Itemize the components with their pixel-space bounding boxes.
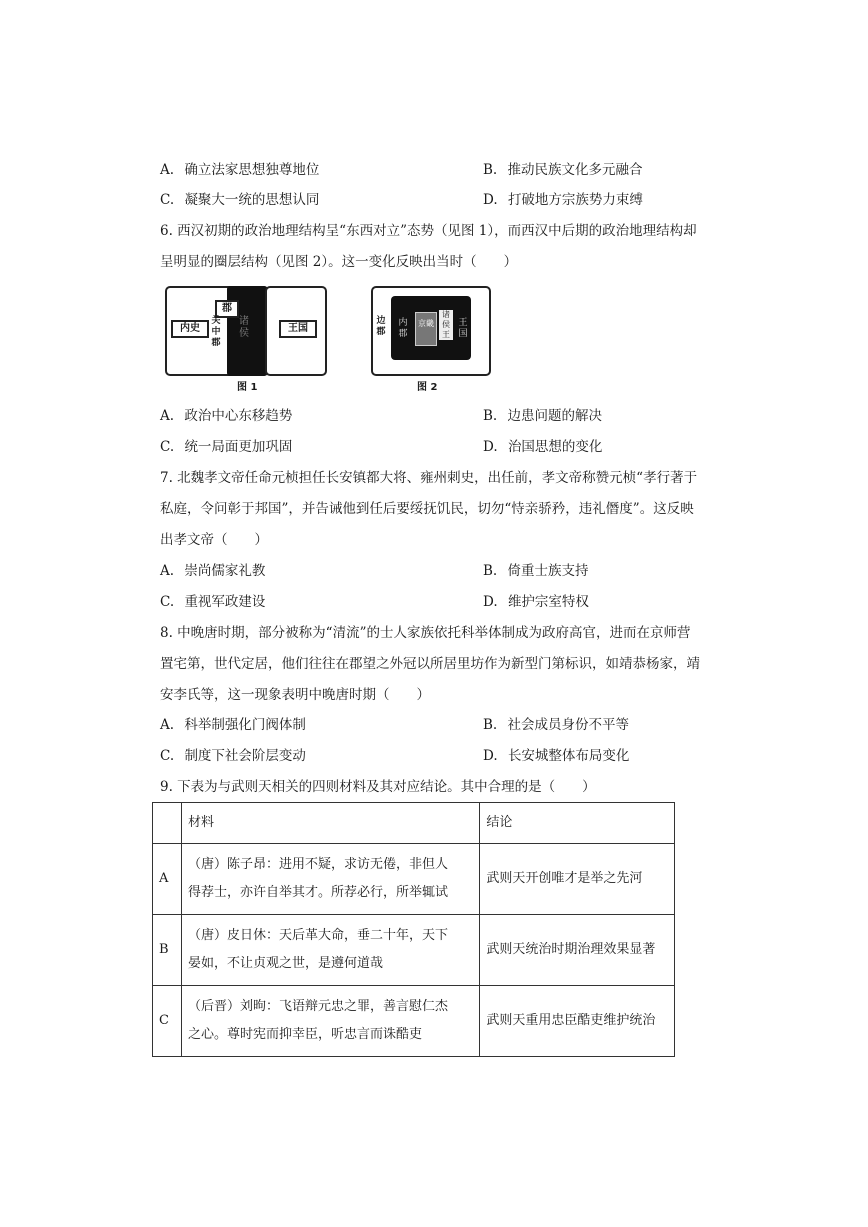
q5-option-b — [483, 160, 643, 180]
row-conclusion: 武则天统治时期治理效果显著 — [480, 915, 675, 986]
table-row — [153, 986, 675, 1057]
option-label: C. — [160, 594, 175, 610]
q8-option-c — [160, 746, 306, 766]
table-row — [153, 844, 675, 915]
table-header-cell — [153, 803, 182, 844]
q7-option-c — [160, 592, 265, 612]
table-header-row — [153, 803, 675, 844]
q8-stem-line: 8. 中晚唐时期，部分被称为“清流”的士人家族依托科举体制成为政府高官，进而在京师营 — [160, 625, 691, 641]
option-label: B. — [483, 162, 498, 178]
figure-2 — [371, 286, 491, 393]
figure2-bianjun-label: 边郡 — [376, 316, 386, 337]
option-text: 政治中心东移趋势 — [184, 408, 293, 424]
figure2-caption: 图 2 — [417, 382, 438, 393]
option-text: 社会成员身份不平等 — [507, 717, 630, 733]
table-header-material: 材料 — [181, 803, 479, 844]
q7-option-b — [483, 561, 589, 581]
option-label: B. — [483, 717, 498, 733]
option-text: 推动民族文化多元融合 — [507, 162, 643, 178]
q8-option-a — [160, 715, 306, 735]
option-text: 维护宗室特权 — [507, 594, 589, 610]
q8-stem-line: 置宅第，世代定居，他们往往在郡望之外冠以所居里坊作为新型门第标识，如靖恭杨家，靖 — [160, 656, 700, 672]
option-label: D. — [483, 748, 498, 764]
q6-option-a — [160, 406, 292, 426]
q5-option-c — [160, 190, 319, 210]
figure-1 — [165, 286, 327, 393]
material-line: （后晋）刘昫：飞语辩元忠之罪，善言慰仁杰 — [187, 999, 448, 1014]
q9-table — [152, 802, 675, 1057]
q9-stem: 9. 下表为与武则天相关的四则材料及其对应结论。其中合理的是（ ） — [160, 779, 596, 795]
option-label: D. — [483, 192, 498, 208]
table-header-conclusion: 结论 — [480, 803, 675, 844]
figure2-inner-right-label: 王国 — [458, 318, 468, 339]
q7-stem-line: 私庭，令问彰于邦国”，并告诫他到任后要绥抚饥民，切勿“恃亲骄矜，违礼僭度”。这反映 — [160, 501, 694, 517]
option-label: C. — [160, 748, 175, 764]
material-line: （唐）皮日休：天后革大命，垂二十年，天下 — [187, 928, 448, 943]
figure2-mid-label: 诸侯王 — [439, 310, 453, 340]
figure1-dark-text: 诸侯 — [239, 316, 249, 339]
q6-stem-line: 呈明显的圈层结构（见图 2）。这一变化反映出当时（ ） — [160, 254, 518, 270]
row-key: C — [153, 986, 182, 1057]
q8-option-b — [483, 715, 629, 735]
q7-option-d — [483, 592, 589, 612]
q7-option-a — [160, 561, 265, 581]
option-label: A. — [160, 717, 175, 733]
material-line: 晏如，不让贞观之世，是遵何道哉 — [187, 956, 383, 971]
figure2-center-block — [415, 312, 437, 346]
figure1-guanzhong-label: 关中郡 — [211, 316, 221, 348]
figure1-caption: 图 1 — [237, 382, 258, 393]
option-text: 凝聚大一统的思想认同 — [184, 192, 320, 208]
option-label: A. — [160, 408, 175, 424]
option-text: 长安城整体布局变化 — [507, 748, 630, 764]
row-key: A — [153, 844, 182, 915]
q6-option-c — [160, 437, 292, 457]
option-text: 确立法家思想独尊地位 — [184, 162, 320, 178]
material-line: （唐）陈子昂：进用不疑，求访无倦，非但人 — [187, 857, 448, 872]
figure2-center-label: 京畿 — [418, 319, 434, 328]
material-line: 得荐士，亦许自举其才。所荐必行，所举辄试 — [187, 885, 448, 900]
material-line: 之心。尊时宪而抑幸臣，听忠言而诛酷吏 — [187, 1027, 422, 1042]
option-text: 重视军政建设 — [184, 594, 266, 610]
option-label: D. — [483, 594, 498, 610]
row-material — [181, 986, 479, 1057]
option-text: 倚重士族支持 — [507, 563, 589, 579]
row-key: B — [153, 915, 182, 986]
figure2-inner-left-label: 内郡 — [398, 318, 408, 339]
option-label: A. — [160, 563, 175, 579]
row-material — [181, 915, 479, 986]
option-label: C. — [160, 439, 175, 455]
q7-stem-line: 出孝文帝（ ） — [160, 532, 268, 548]
row-conclusion: 武则天重用忠臣酷吏维护统治 — [480, 986, 675, 1057]
q5-option-d — [483, 190, 643, 210]
q6-option-d — [483, 437, 602, 457]
q7-stem-line: 7. 北魏孝文帝任命元桢担任长安镇都大将、雍州刺史，出任前，孝文帝称赞元桢“孝行著于 — [160, 470, 698, 486]
option-text: 治国思想的变化 — [507, 439, 603, 455]
option-text: 打破地方宗族势力束缚 — [507, 192, 643, 208]
option-label: C. — [160, 192, 175, 208]
option-label: B. — [483, 563, 498, 579]
q6-stem-line: 6. 西汉初期的政治地理结构呈“东西对立”态势（见图 1），而西汉中后期的政治地理结构却 — [160, 223, 697, 239]
figure1-wangguo-label: 王国 — [279, 320, 317, 338]
figure1-jun-label: 郡 — [215, 300, 239, 318]
option-label: D. — [483, 439, 498, 455]
q8-stem-line: 安李氏等，这一现象表明中晚唐时期（ ） — [160, 687, 430, 703]
option-text: 制度下社会阶层变动 — [184, 748, 306, 764]
option-label: A. — [160, 162, 175, 178]
option-text: 科举制强化门阀体制 — [184, 717, 306, 733]
row-conclusion: 武则天开创唯才是举之先河 — [480, 844, 675, 915]
row-material — [181, 844, 479, 915]
q5-option-a — [160, 160, 319, 180]
q6-option-b — [483, 406, 602, 426]
option-label: B. — [483, 408, 498, 424]
table-row — [153, 915, 675, 986]
figure1-neishi-label: 内史 — [171, 320, 209, 338]
option-text: 崇尚儒家礼教 — [184, 563, 266, 579]
option-text: 边患问题的解决 — [507, 408, 603, 424]
option-text: 统一局面更加巩固 — [184, 439, 293, 455]
q8-option-d — [483, 746, 629, 766]
